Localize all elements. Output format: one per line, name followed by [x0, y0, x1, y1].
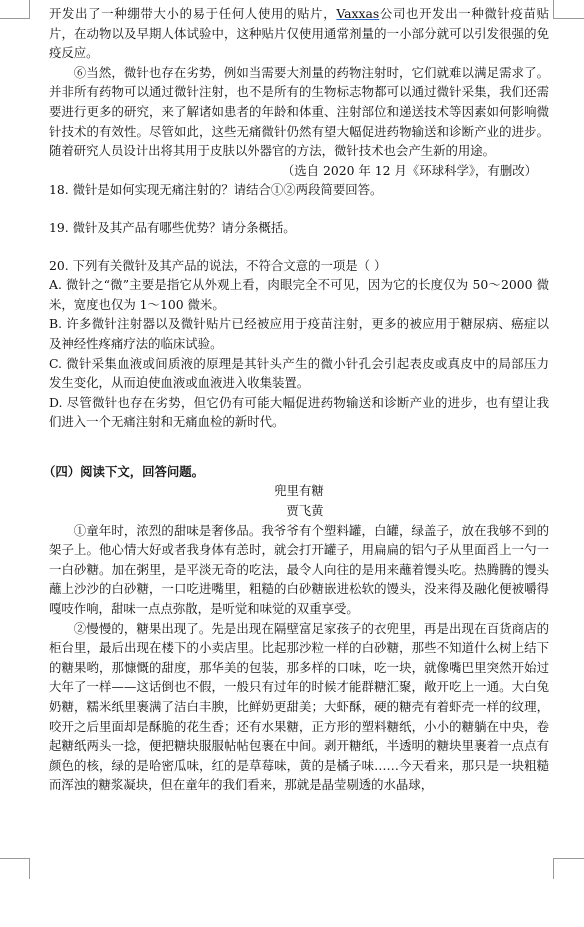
question-18: 18. 微针是如何实现无痛注射的？请结合①②两段简要回答。 [49, 182, 383, 198]
text-run: 公司也开发出一种微针疫苗贴片，在动物以及早期人体试验中，这种贴片仅使用通常剂量的一小部分就可以引发很强的免疫反应。 [49, 6, 550, 61]
paragraph-5-tail [49, 4, 549, 63]
source-citation: （选自 2020 年 12 月《环球科学》，有删改） [281, 162, 537, 178]
crop-mark [0, 858, 29, 859]
option-c: C. 微针采集血液或间质液的原理是其针头产生的微小针孔会引起表皮或真皮中的局部压力发生变化，从而迫使血液或血液进入收集装置。 [49, 355, 549, 391]
crop-mark [29, 858, 30, 879]
passage-part4 [43, 462, 549, 795]
question-20: 20. 下列有关微针及其产品的说法，不符合文意的一项是（ ） [49, 257, 387, 273]
option-d: D. 尽管微针也存在劣势，但它仍有可能大幅促进药物输送和诊断产业的进步，也有望让我们进入一个无痛注射和无痛血检的新时代。 [49, 394, 549, 430]
text-run: 开发出了一种绷带大小的易于任何人使用的贴片， [49, 6, 337, 21]
brand-name: Vaxxas [336, 6, 380, 21]
option-b: B. 许多微针注射器以及微针贴片已经被应用于疫苗注射，更多的被应用于糖尿病、癌症以及神经性疼痛疗法的临床试验。 [49, 316, 549, 351]
crop-mark [0, 18, 29, 19]
paragraph-1: ①童年时，浓烈的甜味是奢侈品。我爷爷有个塑料罐，白罐，绿盖子，放在我够不到的架子上。他心情大好或者我身体有恙时，就会打开罐子，用扁扁的铝勺子从里面舀上一勺一一白砂糖。加在粥里，是平淡无奇的吃法，最令人向往的是用来蘸着馒头吃。热腾腾的馒头蘸上沙沙的白砂糖，一口吃进嘴里，粗糙的白砂糖嵌进松软的馒头，没来得及融化便被嚼得嘎吱作响，甜味一点点弥散，是听觉和味觉的双重享受。 [49, 522, 549, 617]
section-heading: （四）阅读下文，回答问题。 [43, 463, 205, 479]
crop-mark [29, 0, 30, 19]
crop-mark [553, 18, 584, 19]
passage-part3 [49, 0, 549, 432]
crop-mark [553, 858, 584, 859]
article-author: 贾飞黄 [286, 503, 324, 519]
paragraph-2: ②慢慢的，糖果出现了。先是出现在隔壁富足家孩子的衣兜里，再是出现在百货商店的柜台里，最后出现在楼下的小卖店里。比起那沙粒一样的白砂糖，那些不知道什么树上结下的糖果哟，那慷慨的甜度，那华美的包装，那多样的口味，吃一块，就像嘴巴里突然开始过大年了一样——这话倒也不假，一般只有过年的时候才能群糖汇聚，敞开吃上一通。大白兔奶糖，糯米纸里裹满了洁白丰腴，比鲜奶更甜美；大虾酥，硬的糖壳有着虾壳一样的纹理，咬开之后里面却是酥脆的花生香；还有水果糖，正方形的塑料糖纸，小小的糖躺在中央，卷起糖纸两头一捻，便把糖块服服帖帖包裹在中间。剥开糖纸，半透明的糖块里裹着一点点有颜色的核，绿的是哈密瓜味，红的是草莓味，黄的是橘子味……今天看来，那只是一块粗糙而浑浊的糖浆凝块，但在童年的我们看来，那就是晶莹剔透的水晶球， [49, 620, 549, 793]
crop-mark [553, 858, 554, 879]
answer-space [49, 200, 549, 218]
crop-mark [553, 0, 554, 19]
article-title: 兜里有糖 [274, 483, 324, 499]
answer-space [49, 238, 549, 256]
question-19: 19. 微针及其产品有哪些优势？请分条概括。 [49, 219, 296, 235]
option-a: A. 微针之“微”主要是指它从外观上看，肉眼完全不可见，因为它的长度仅为 50～2000 微米，宽度也仅为 1～100 微米。 [49, 277, 549, 312]
paragraph-6: ⑥当然，微针也存在劣势，例如当需要大剂量的药物注射时，它们就难以满足需求了。并非所有药物可以通过微针注射，也不是所有的生物标志物都可以通过微针采集，我们还需要进行更多的研究，来了解诸如患者的年龄和体重、注射部位和递送技术等因素如何影响微针技术的有效性。尽管如此，这些无痛微针仍然有望大幅促进药物输送和诊断产业的进步。随着研究人员设计出将其用于皮肤以外器官的方法，微针技术也会产生新的用途。 [49, 64, 549, 159]
document-page [43, 0, 550, 795]
